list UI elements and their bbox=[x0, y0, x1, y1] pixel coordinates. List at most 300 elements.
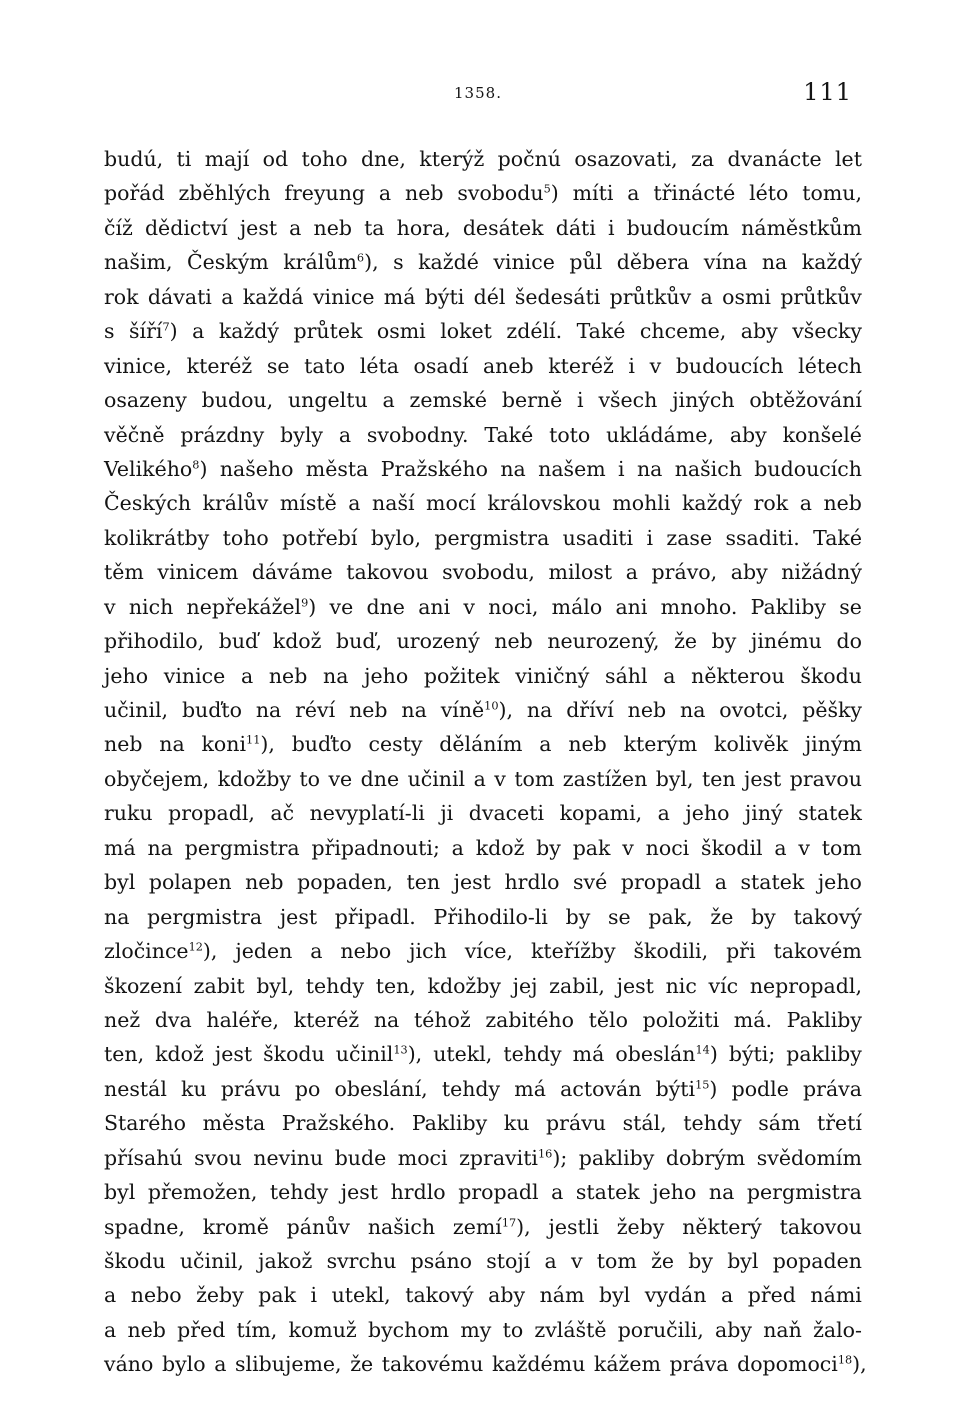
word: našich bbox=[367, 1214, 436, 1239]
word: na bbox=[255, 698, 282, 722]
word: viničný bbox=[515, 663, 590, 688]
word: jestli bbox=[548, 1214, 599, 1239]
word: haléře, bbox=[206, 1007, 279, 1032]
word: kromě bbox=[202, 1214, 269, 1239]
word: na bbox=[401, 698, 427, 722]
word: sáhl bbox=[605, 663, 648, 688]
word: býti; bbox=[728, 1042, 776, 1067]
word: ovotci, bbox=[719, 698, 789, 722]
word: má. bbox=[733, 1007, 772, 1032]
word: a bbox=[348, 491, 361, 516]
word: kdožby bbox=[427, 973, 501, 998]
word: i bbox=[646, 525, 654, 550]
word: před bbox=[177, 1317, 226, 1342]
word: a bbox=[625, 560, 638, 585]
word: réví bbox=[295, 698, 336, 722]
word: statek bbox=[798, 801, 862, 826]
word: položiti bbox=[642, 1007, 720, 1032]
word: vydán bbox=[644, 1283, 707, 1308]
word: a bbox=[104, 1317, 117, 1342]
word: dvanácte bbox=[727, 147, 822, 171]
text-line bbox=[104, 1072, 862, 1106]
word: statek bbox=[740, 870, 805, 895]
text-line bbox=[104, 900, 862, 934]
word: průtkův bbox=[780, 284, 862, 309]
word: i bbox=[310, 1283, 318, 1308]
word: v bbox=[463, 594, 476, 619]
word: stál, bbox=[622, 1111, 667, 1136]
word: jest bbox=[214, 1042, 253, 1067]
word: jest bbox=[279, 904, 318, 929]
word: jeden bbox=[235, 939, 293, 964]
word: svobodny. bbox=[366, 422, 469, 447]
word: každé bbox=[418, 250, 479, 275]
footnote-marker: 11 bbox=[246, 734, 261, 748]
word: našich bbox=[674, 456, 742, 481]
word: ku bbox=[503, 1111, 530, 1136]
word: urozený bbox=[396, 629, 480, 654]
text-line bbox=[104, 727, 862, 761]
text-line bbox=[104, 280, 862, 314]
text-line bbox=[104, 1175, 862, 1209]
text-line bbox=[104, 349, 862, 383]
word: Pakliby bbox=[750, 594, 826, 619]
word: a bbox=[700, 284, 713, 309]
word: býti bbox=[424, 284, 465, 309]
word: takovou bbox=[346, 560, 429, 585]
word: buď, bbox=[336, 629, 383, 654]
word: každá bbox=[242, 284, 304, 309]
word: se bbox=[839, 594, 862, 619]
word: mocí bbox=[426, 491, 476, 516]
word: aneb bbox=[482, 353, 534, 378]
word: učinil$^{13}$), bbox=[335, 1042, 423, 1067]
word: budou, bbox=[201, 388, 274, 413]
word: toto bbox=[549, 422, 591, 447]
word: neb bbox=[494, 629, 533, 654]
word: nepropadl, bbox=[749, 973, 862, 998]
word: se bbox=[266, 353, 290, 378]
word: každý bbox=[681, 491, 743, 516]
page-number: 111 bbox=[803, 78, 852, 106]
word: by bbox=[565, 904, 591, 929]
word: obtěžování bbox=[749, 388, 862, 413]
footnote-marker: 8 bbox=[192, 458, 200, 472]
word: ten bbox=[701, 766, 736, 791]
word: jeho bbox=[652, 1180, 697, 1205]
word: každému bbox=[491, 1352, 586, 1377]
word: aby bbox=[715, 1317, 752, 1342]
word: kolivěk bbox=[714, 732, 789, 757]
word: rok bbox=[104, 284, 139, 309]
text-line bbox=[104, 590, 862, 624]
word: a bbox=[451, 835, 464, 860]
word: a bbox=[289, 215, 302, 240]
word: některou bbox=[691, 663, 785, 688]
word: kážem bbox=[593, 1352, 661, 1377]
word: utekl, bbox=[433, 1042, 493, 1067]
word: v bbox=[570, 1249, 583, 1273]
word: kdož bbox=[272, 629, 322, 654]
word: byl bbox=[598, 1283, 631, 1308]
footnote-marker: 18 bbox=[837, 1353, 853, 1367]
word: přísahú bbox=[104, 1145, 183, 1170]
word: neb bbox=[127, 1317, 166, 1342]
footnote-marker: 10 bbox=[484, 699, 499, 713]
word: našeho bbox=[219, 456, 294, 481]
word: má bbox=[104, 835, 136, 860]
word: a bbox=[221, 284, 234, 309]
word: ten, bbox=[375, 973, 416, 998]
word: námi bbox=[810, 1283, 862, 1308]
word: naší bbox=[372, 491, 415, 516]
word: léta bbox=[359, 353, 399, 378]
word: Pražského. bbox=[281, 1111, 396, 1136]
word: našem bbox=[538, 456, 606, 481]
word: a bbox=[551, 1180, 564, 1205]
word: ač bbox=[270, 801, 295, 826]
word: a bbox=[192, 319, 205, 344]
text-line bbox=[104, 245, 862, 279]
footnote-marker: 7 bbox=[162, 320, 170, 334]
word: mají bbox=[204, 147, 250, 171]
word: zabil, bbox=[549, 973, 605, 998]
word: a bbox=[714, 870, 727, 895]
word: se bbox=[608, 904, 631, 929]
word: že bbox=[674, 629, 698, 654]
word: actován bbox=[560, 1076, 642, 1101]
word: desátek bbox=[462, 215, 544, 240]
footnote-marker: 12 bbox=[188, 940, 203, 954]
word: hrdlo bbox=[504, 870, 560, 895]
word: budú, bbox=[104, 147, 164, 171]
word: jeho bbox=[104, 663, 149, 688]
word: i bbox=[607, 215, 615, 240]
word: vinicem bbox=[157, 560, 239, 585]
word: polapen bbox=[148, 870, 232, 895]
word: tom bbox=[514, 766, 555, 791]
word: dopomoci$^{18}$), bbox=[737, 1352, 867, 1377]
word: tím, bbox=[236, 1317, 278, 1342]
word: šedesáti bbox=[514, 284, 601, 309]
word: kdož bbox=[155, 1042, 204, 1067]
word: nebo bbox=[340, 939, 392, 964]
word: moci bbox=[397, 1145, 448, 1170]
word: dél bbox=[473, 284, 506, 309]
body-text bbox=[104, 142, 867, 1382]
word: přihodilo, bbox=[104, 629, 205, 654]
word: kopami, bbox=[559, 801, 643, 826]
word: ti bbox=[176, 147, 192, 171]
word: byl bbox=[727, 1249, 759, 1273]
word: naň bbox=[763, 1317, 802, 1342]
word: byl bbox=[104, 1180, 136, 1205]
word: tomu, bbox=[802, 181, 862, 206]
word: všecky bbox=[792, 319, 862, 344]
text-line bbox=[104, 659, 862, 693]
word: zpraviti$^{16}$); bbox=[459, 1145, 568, 1170]
text-line bbox=[104, 1003, 862, 1037]
footnote-marker: 6 bbox=[356, 251, 365, 265]
word: takovou bbox=[779, 1214, 862, 1239]
text-line bbox=[104, 762, 862, 796]
word: prázdny bbox=[180, 422, 265, 447]
word: takovému bbox=[381, 1352, 484, 1377]
word: tom bbox=[596, 1249, 637, 1273]
word: ve bbox=[329, 594, 354, 619]
word: hrdlo bbox=[390, 1180, 446, 1205]
word: dva bbox=[154, 1007, 192, 1032]
word: některý bbox=[682, 1214, 762, 1239]
word: jeho bbox=[817, 870, 862, 895]
word: ve bbox=[328, 766, 353, 791]
word: vinice bbox=[493, 250, 555, 275]
word: kteřížby bbox=[530, 939, 616, 964]
word: učinil, bbox=[104, 698, 169, 722]
word: neb bbox=[245, 870, 284, 895]
word: města bbox=[305, 456, 369, 481]
word: kdož bbox=[475, 835, 525, 860]
word: zločince$^{12}$), bbox=[104, 939, 218, 964]
word: neurozený, bbox=[547, 629, 660, 654]
word: a bbox=[382, 388, 395, 413]
word: popaden, bbox=[297, 870, 393, 895]
word: škodu bbox=[263, 1042, 325, 1067]
text-line bbox=[104, 1141, 862, 1175]
word: dobrým bbox=[665, 1145, 746, 1170]
word: na bbox=[680, 698, 706, 722]
word: i bbox=[577, 388, 584, 413]
word: zastížen bbox=[562, 766, 648, 791]
word: jiný bbox=[744, 801, 783, 826]
word: ukládáme, bbox=[606, 422, 714, 447]
word: poručili, bbox=[617, 1317, 704, 1342]
word: i bbox=[628, 353, 635, 378]
word: Pakliby bbox=[786, 1007, 862, 1032]
text-line bbox=[104, 383, 862, 417]
word: víně$^{10}$), bbox=[440, 698, 514, 722]
word: královskou bbox=[487, 491, 601, 516]
word: v bbox=[622, 835, 634, 860]
word: průtkův bbox=[609, 284, 692, 309]
word: požitek bbox=[423, 663, 500, 688]
word: neb bbox=[823, 491, 862, 516]
word: stojí bbox=[486, 1249, 531, 1273]
text-line bbox=[104, 831, 862, 865]
text-line bbox=[104, 969, 862, 1003]
word: tom bbox=[821, 835, 862, 860]
word: osmi bbox=[376, 319, 426, 344]
word: svrchu bbox=[326, 1249, 397, 1273]
word: jest bbox=[453, 870, 491, 895]
text-line bbox=[104, 624, 862, 658]
footnote-marker: 13 bbox=[393, 1044, 408, 1058]
text-line bbox=[104, 486, 862, 520]
word: škodili, bbox=[633, 939, 709, 964]
word: koni$^{11}$), bbox=[201, 732, 275, 757]
word: neb bbox=[349, 698, 388, 722]
word: tehdy bbox=[503, 1042, 562, 1067]
word: ji bbox=[440, 801, 454, 826]
word: jich bbox=[409, 939, 447, 964]
word: býti$^{15}$) bbox=[655, 1076, 718, 1101]
word: pravou bbox=[789, 766, 862, 791]
word: byly bbox=[280, 422, 323, 447]
word: vinice, bbox=[104, 353, 173, 378]
word: zabit bbox=[193, 973, 245, 998]
word: přemožen, bbox=[147, 1180, 258, 1205]
word: neb bbox=[405, 181, 444, 206]
word: nestál bbox=[104, 1076, 167, 1101]
word: nevyplatí-li bbox=[309, 801, 425, 826]
word: byl bbox=[104, 870, 136, 895]
word: téhož bbox=[413, 1007, 471, 1032]
word: do bbox=[836, 629, 862, 654]
word: má bbox=[514, 1076, 546, 1101]
word: učinil, bbox=[179, 1249, 244, 1273]
word: freyung bbox=[284, 181, 366, 206]
word: a bbox=[799, 491, 812, 516]
word: pergmistra bbox=[746, 1180, 862, 1205]
word: jinému bbox=[750, 629, 822, 654]
word: a bbox=[240, 663, 254, 688]
word: hora, bbox=[396, 215, 451, 240]
word: a bbox=[378, 181, 392, 206]
word: kterýž bbox=[419, 147, 485, 171]
word: rok bbox=[753, 491, 789, 516]
text-line bbox=[104, 314, 862, 348]
word: a bbox=[627, 181, 640, 206]
word: takový bbox=[793, 904, 862, 929]
word: vinice bbox=[312, 284, 375, 309]
text-line bbox=[104, 934, 862, 968]
text-line bbox=[104, 1106, 862, 1140]
word: žeby bbox=[616, 1214, 665, 1239]
word: těm bbox=[104, 560, 144, 585]
word: Českým bbox=[186, 250, 269, 275]
word: zabitého bbox=[485, 1007, 574, 1032]
word: tehdy bbox=[305, 973, 365, 998]
word: a bbox=[104, 1283, 117, 1308]
word: žeby bbox=[196, 1283, 244, 1308]
word: komuž bbox=[288, 1317, 357, 1342]
word: osazeny bbox=[104, 388, 187, 413]
word: obeslání, bbox=[334, 1076, 428, 1101]
word: v bbox=[494, 766, 506, 791]
text-line bbox=[104, 452, 862, 486]
word: dne bbox=[366, 594, 405, 619]
word: takovém bbox=[773, 939, 862, 964]
word: by bbox=[751, 904, 776, 929]
word: osazovati, bbox=[574, 147, 678, 171]
word: tehdy bbox=[269, 1180, 329, 1205]
word: jest bbox=[744, 766, 782, 791]
word: tehdy bbox=[441, 1076, 501, 1101]
word: aby bbox=[730, 560, 768, 585]
word: nám bbox=[539, 1283, 585, 1308]
word: mnoho. bbox=[660, 594, 738, 619]
word: na bbox=[526, 698, 553, 722]
word: tehdy bbox=[683, 1111, 742, 1136]
word: našim, bbox=[104, 250, 173, 275]
word: má bbox=[383, 284, 416, 309]
word: sám bbox=[758, 1111, 801, 1136]
word: kteréž bbox=[186, 353, 253, 378]
word: jeho bbox=[685, 801, 730, 826]
word: škodu bbox=[800, 663, 862, 688]
word: dříví bbox=[566, 698, 614, 722]
word: spadne, bbox=[104, 1214, 185, 1239]
word: než bbox=[104, 1007, 141, 1032]
word: Také bbox=[813, 525, 862, 550]
word: dvaceti bbox=[468, 801, 545, 826]
word: takový bbox=[405, 1283, 474, 1308]
word: města bbox=[202, 1111, 266, 1136]
word: právu bbox=[546, 1111, 606, 1136]
text-line bbox=[104, 1278, 862, 1312]
word: jest bbox=[340, 1180, 379, 1205]
word: připadnouti; bbox=[311, 835, 440, 860]
word: usaditi bbox=[562, 525, 634, 550]
word: Starého bbox=[104, 1111, 186, 1136]
word: na bbox=[761, 250, 788, 275]
word: podle bbox=[731, 1076, 789, 1101]
word: chceme, bbox=[639, 319, 727, 344]
word: škodil bbox=[701, 835, 763, 860]
footnote-marker: 5 bbox=[543, 183, 551, 197]
word: že bbox=[710, 904, 734, 929]
word: na bbox=[147, 835, 173, 860]
word: svou bbox=[194, 1145, 242, 1170]
word: by bbox=[688, 1249, 713, 1273]
word: budoucích bbox=[754, 456, 862, 481]
word: za bbox=[691, 147, 715, 171]
word: aby bbox=[488, 1283, 526, 1308]
word: a bbox=[657, 801, 670, 826]
running-head bbox=[104, 78, 852, 112]
word: dědictví bbox=[144, 215, 228, 240]
text-line bbox=[104, 521, 862, 555]
word: zemské bbox=[409, 388, 487, 413]
word: právo, bbox=[651, 560, 718, 585]
word: loket bbox=[440, 319, 492, 344]
word: pěšky bbox=[802, 698, 862, 722]
word: popaden bbox=[772, 1249, 862, 1273]
word: kteréž bbox=[293, 1007, 360, 1032]
word: zase bbox=[666, 525, 713, 550]
word: psáno bbox=[410, 1249, 473, 1273]
text-line bbox=[104, 865, 862, 899]
footnote-marker: 15 bbox=[695, 1078, 710, 1092]
word: počnú bbox=[497, 147, 561, 171]
word: buďto bbox=[291, 732, 352, 757]
text-line bbox=[104, 418, 862, 452]
word: propadl bbox=[458, 1180, 539, 1205]
word: vína bbox=[703, 250, 748, 275]
word: neb bbox=[313, 215, 352, 240]
text-line bbox=[104, 142, 862, 176]
word: jiných bbox=[672, 388, 735, 413]
word: v bbox=[104, 594, 116, 619]
word: právu bbox=[220, 1076, 281, 1101]
word: že bbox=[651, 1249, 674, 1273]
word: statek bbox=[575, 1180, 640, 1205]
word: neb bbox=[568, 732, 607, 757]
word: své bbox=[573, 870, 608, 895]
word: ani bbox=[418, 594, 451, 619]
word: Přihodilo-li bbox=[433, 904, 548, 929]
word: my bbox=[460, 1317, 492, 1342]
